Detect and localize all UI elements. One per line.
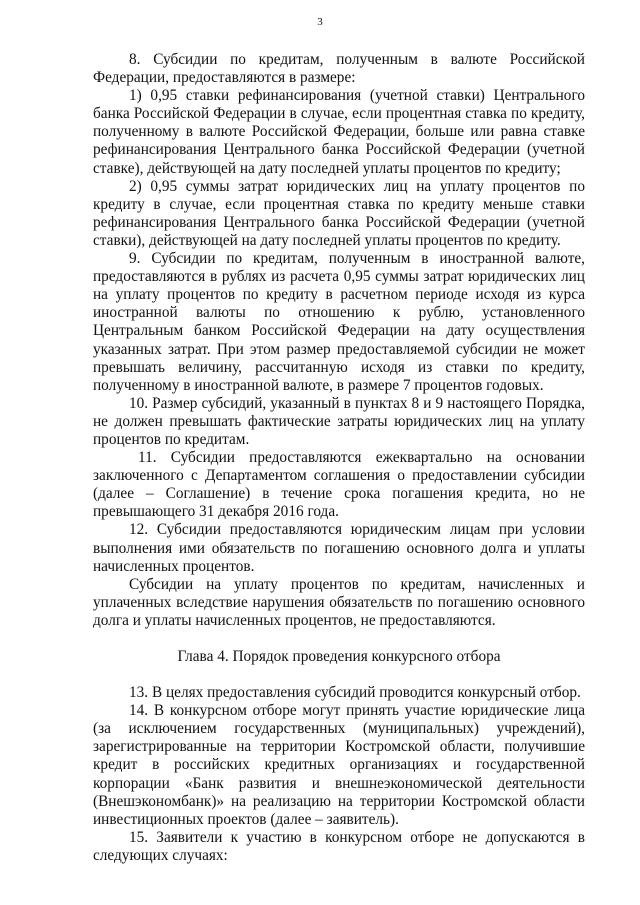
paragraph-12: 12. Субсидии предоставляются юридическим лицам при условии выполнения ими обязательств по погашению основного долга и уплаты начисленных процентов. <box>93 521 585 575</box>
paragraph-13: 13. В целях предоставления субсидий проводится конкурсный отбор. <box>129 684 581 702</box>
paragraph-10: 10. Размер субсидий, указанный в пунктах 8 и 9 настоящего Порядка, не должен превышать фактические затраты юридических лиц на уплату процентов по кредитам. <box>93 394 585 448</box>
paragraph-8-item-1: 1) 0,95 ставки рефинансирования (учетной ставки) Центрального банка Российской Федерации в случае, если процентная ставка по кредиту, полученному в валюте Российской Федерации, больше или равна ставке рефинансирования Центрального банка Российской Федерации (учетной ставке), действующей на дату последней уплаты процентов по кредиту; <box>93 87 585 177</box>
paragraph-8: 8. Субсидии по кредитам, полученным в валюте Российской Федерации, предоставляются в размере: <box>93 51 585 87</box>
document-body <box>93 51 585 865</box>
paragraph-12-continuation: Субсидии на уплату процентов по кредитам, начисленных и уплаченных вследствие нарушения обязательств по погашению основного долга и уплаты начисленных процентов, не предоставляются. <box>93 575 585 629</box>
paragraph-15: 15. Заявители к участию в конкурсном отборе не допускаются в следующих случаях: <box>93 828 585 864</box>
paragraph-8-item-2: 2) 0,95 суммы затрат юридических лиц на уплату процентов по кредиту в случае, если процентная ставка по кредиту меньше ставки рефинансирования Центрального банка Российской Федерации (учетной ставки), действующей на дату последней уплаты процентов по кредиту. <box>93 177 585 249</box>
page-number: 3 <box>317 16 323 28</box>
chapter-heading: Глава 4. Порядок проведения конкурсного отбора <box>177 648 501 665</box>
paragraph-14: 14. В конкурсном отборе могут принять участие юридические лица (за исключением государственных (муниципальных) учреждений), зарегистрированные на территории Костромской области, получившие кредит в российских кредитных организациях и государственной корпорации «Банк развития и внешнеэкономической деятельности (Внешэкономбанк)» на реализацию на территории Костромской области инвестиционных проектов (далее – заявитель). <box>93 702 585 828</box>
paragraph-9: 9. Субсидии по кредитам, полученным в иностранной валюте, предоставляются в рублях из расчета 0,95 суммы затрат юридических лиц на уплату процентов по кредиту в расчетном периоде исходя из курса иностранной валюты по отношению к рублю, установленного Центральным банком Российской Федерации на дату осуществления указанных затрат. При этом размер предоставляемой субсидии не может превышать величину, рассчитанную исходя из ставки по кредиту, полученному в иностранной валюте, в размере 7 процентов годовых. <box>93 250 585 394</box>
paragraph-11: 11. Субсидии предоставляются ежеквартально на основании заключенного с Департаментом соглашения о предоставлении субсидии (далее – Соглашение) в течение срока погашения кредита, но не превышающего 31 декабря 2016 года. <box>93 449 585 521</box>
